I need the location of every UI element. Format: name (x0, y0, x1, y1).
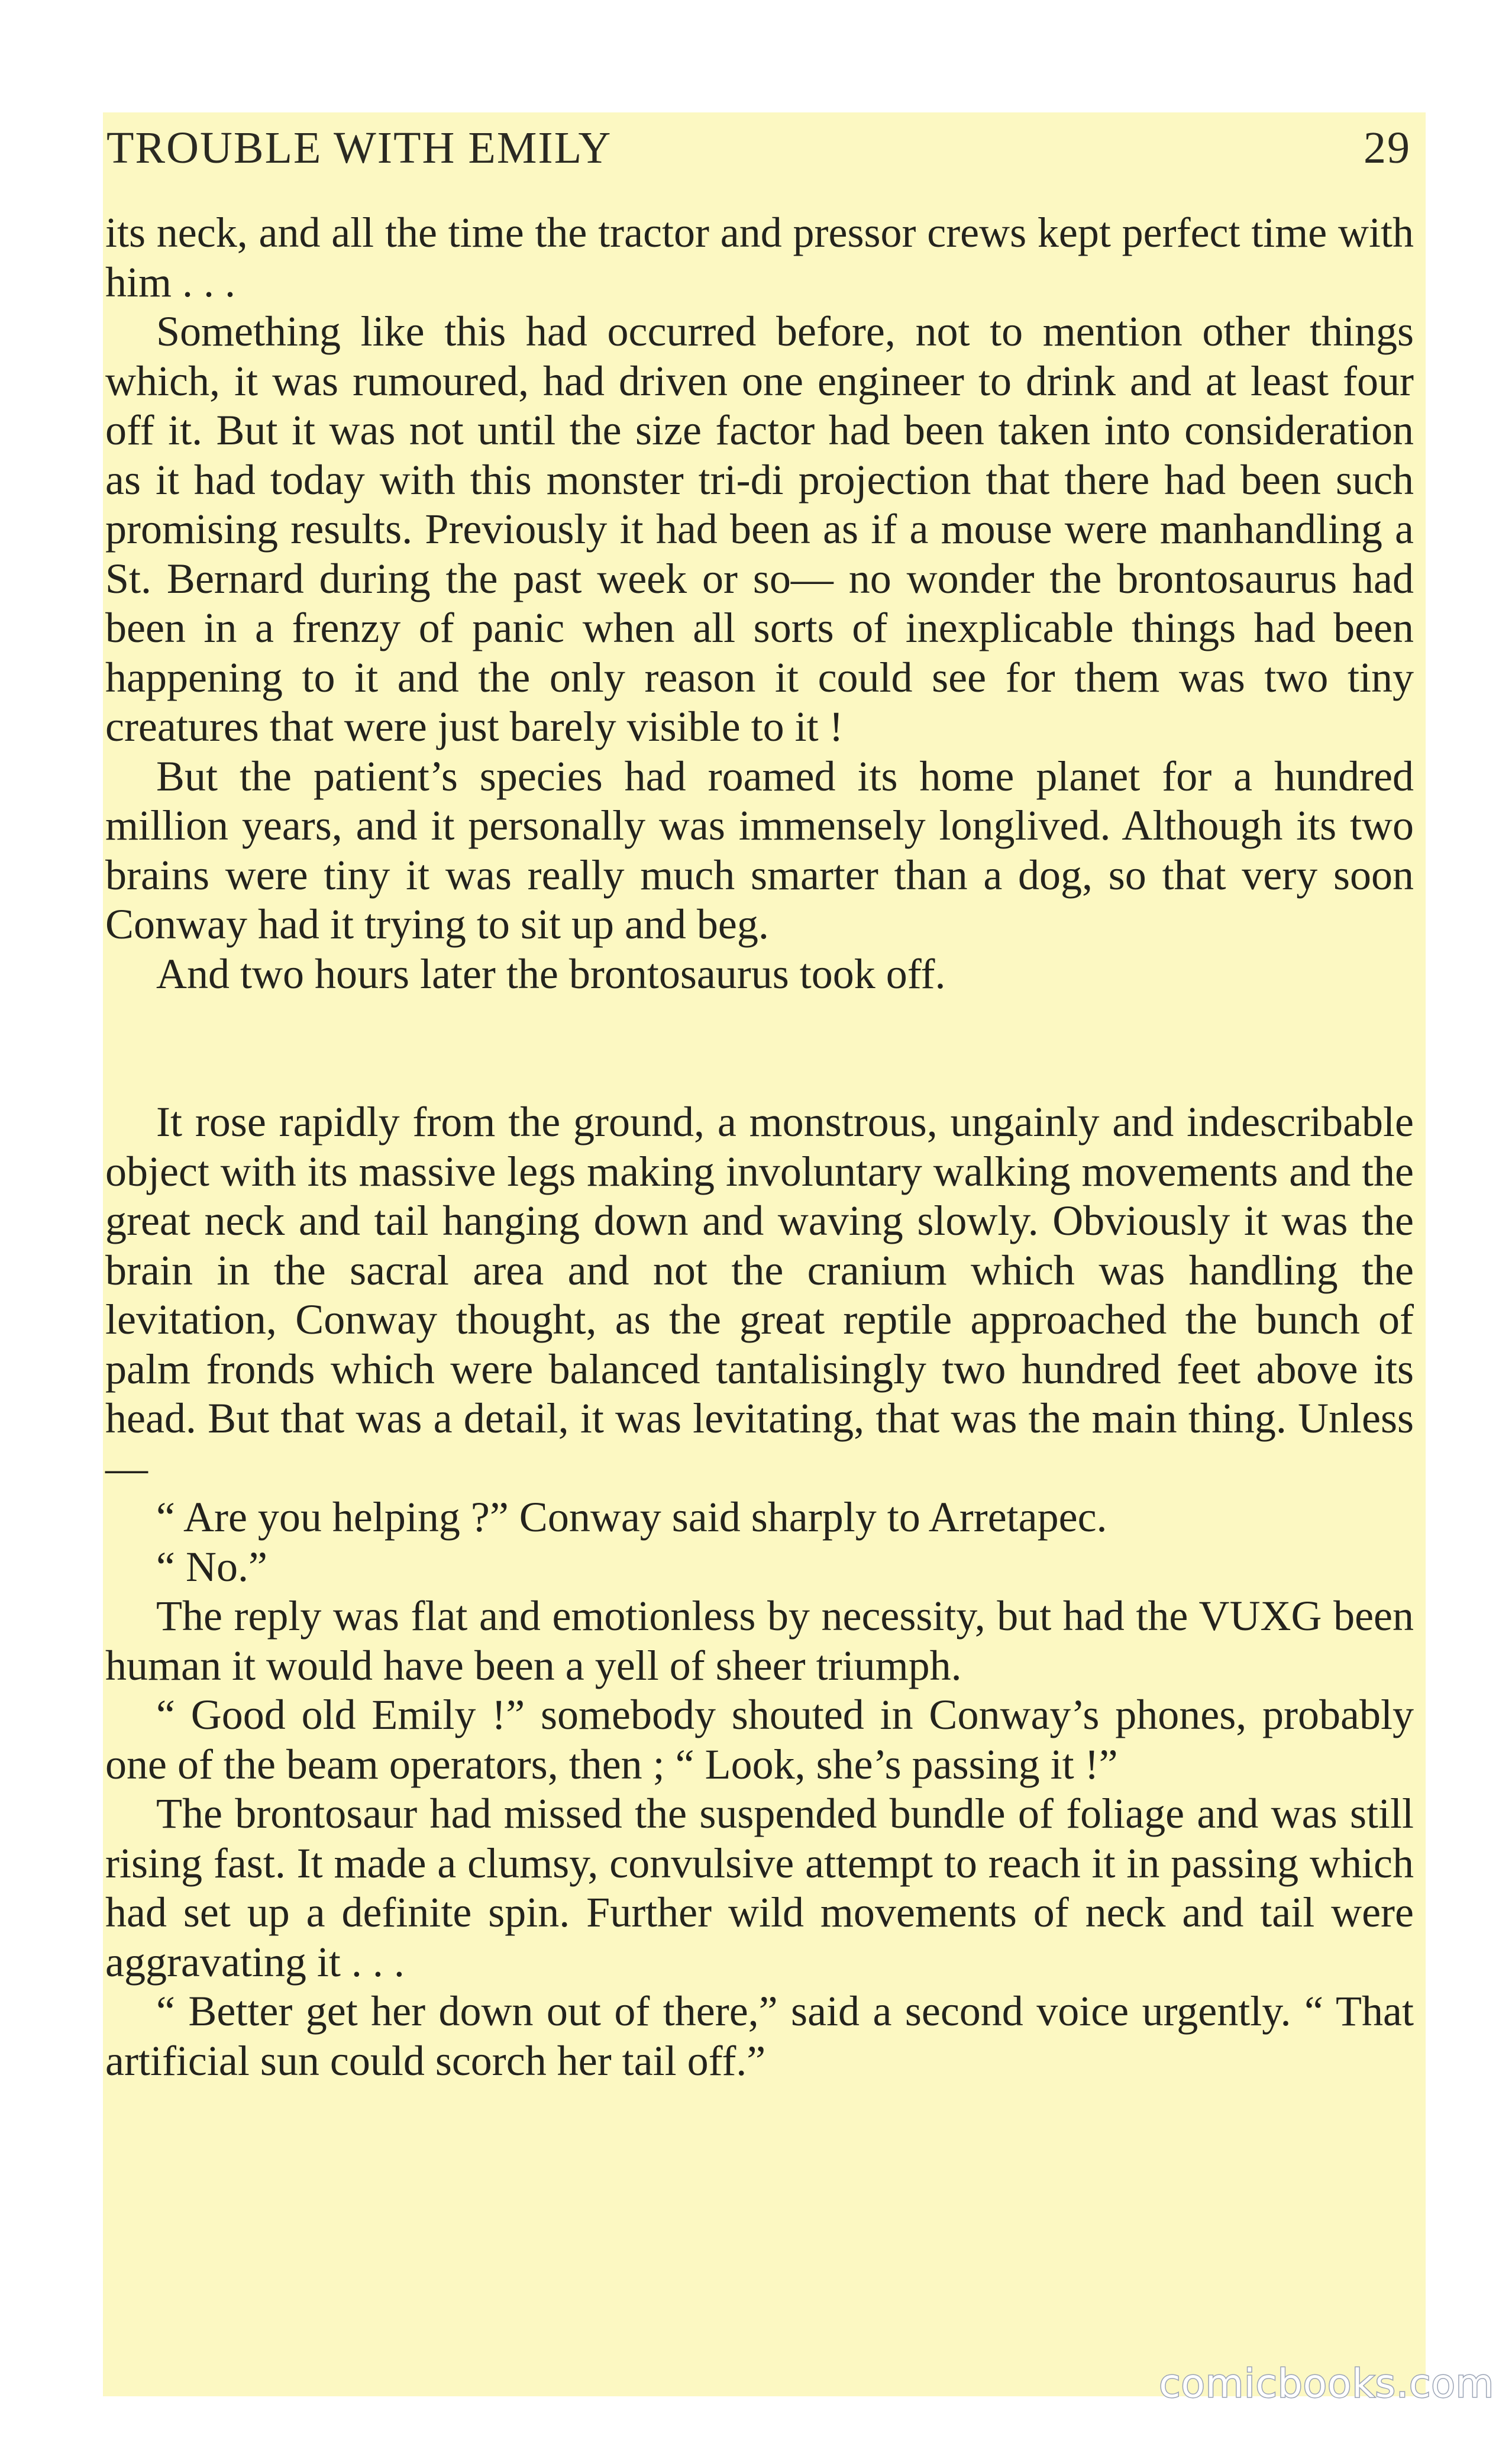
paragraph: its neck, and all the time the tractor and pressor crews kept perfect time with him . . . (105, 209, 1414, 306)
paragraph: But the patient’s species had roamed its home planet for a hundred million years, and it personally was immensely longlived. Although its two brains were tiny it was really much smarter than a dog, so that very soon Conway had it trying to sit up and beg. (105, 752, 1414, 948)
body-text (105, 208, 1414, 2086)
page-number: 29 (1364, 123, 1411, 173)
paragraph: “ No.” (156, 1543, 267, 1590)
paragraph: “ Better get her down out of there,” said a second voice urgently. “ That artificial sun could scorch her tail off.” (105, 1987, 1414, 2084)
running-head (106, 115, 1411, 180)
paragraph: It rose rapidly from the ground, a monstrous, ungainly and indescribable object with its massive legs making involuntary walking movements and the great neck and tail hanging down and waving slowly. Obviously it was the brain in the sacral area and not the cranium which was handling the levitation, Conway thought, as the great reptile approached the bunch of palm fronds which were balanced tantalisingly two hundred feet above its head. But that was a detail, it was levitating, that was the main thing. Unless— (105, 1098, 1414, 1492)
paragraph: “ Good old Emily !” somebody shouted in Conway’s phones, probably one of the beam operators, then ; “ Look, she’s passing it !” (105, 1691, 1414, 1788)
paragraph: “ Are you helping ?” Conway said sharply to Arretapec. (156, 1493, 1107, 1541)
paragraph: The brontosaur had missed the suspended bundle of foliage and was still rising fast. It made a clumsy, convulsive attempt to reach it in passing which had set up a definite spin. Further wild movements of neck and tail were aggravating it . . . (105, 1790, 1414, 1986)
paragraph: The reply was flat and emotionless by necessity, but had the VUXG been human it would have been a yell of sheer triumph. (105, 1592, 1414, 1689)
paragraph: And two hours later the brontosaurus took off. (156, 950, 946, 998)
watermark: comicbooks.com (1159, 2361, 1494, 2406)
chapter-title: TROUBLE WITH EMILY (106, 123, 612, 173)
paragraph: Something like this had occurred before, not to mention other things which, it was rumoured, had driven one engineer to drink and at least four off it. But it was not until the size factor had been taken into consideration as it had today with this monster tri-di projection that there had been such promising results. Previously it had been as if a mouse were manhandling a St. Bernard during the past week or so— no wonder the brontosaurus had been in a frenzy of panic when all sorts of inexplicable things had been happening to it and the only reason it could see for them was two tiny creatures that were just barely visible to it ! (105, 308, 1414, 750)
